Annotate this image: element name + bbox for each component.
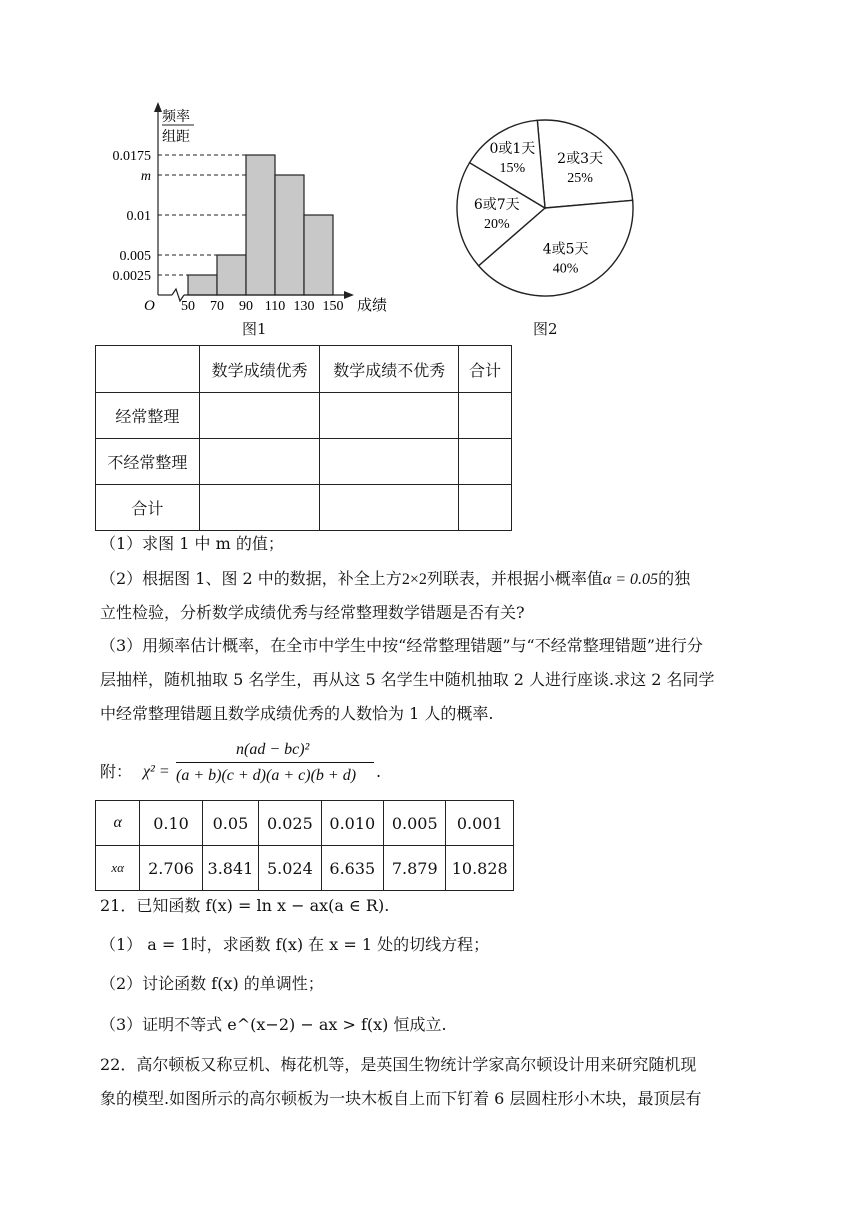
table-cell (459, 439, 512, 485)
fraction-bar (176, 762, 374, 763)
question-1: （1）求图 1 中 m 的值； (100, 534, 284, 553)
problem-21-part-2: （2）讨论函数 f(x) 的单调性； (100, 974, 324, 993)
x-alpha-cell: 2.706 (140, 846, 202, 891)
pie-slice-percent: 25% (567, 171, 593, 187)
table-cell (199, 439, 320, 485)
table-cell (320, 439, 459, 485)
problem-21-part-1: （1） a = 1时，求函数 f(x) 在 x = 1 处的切线方程； (100, 935, 490, 954)
x-alpha-cell: 7.879 (384, 846, 446, 891)
alpha-cell: 0.10 (140, 801, 202, 846)
origin-label: O (144, 298, 155, 314)
y-axis-label-top: 频率 (162, 109, 190, 125)
figure2-caption: 图2 (533, 320, 558, 338)
q2-dim: 2×2 (401, 571, 427, 588)
alpha-cell: 0.025 (259, 801, 321, 846)
x-tick-label: 70 (210, 299, 224, 314)
table-cell (459, 393, 512, 439)
formula-lhs: χ² = (143, 763, 170, 780)
alpha-cell: 0.001 (446, 801, 514, 846)
pie-chart (0, 0, 860, 345)
alpha-label: α (96, 801, 140, 846)
y-tick-label: 0.0175 (112, 149, 151, 164)
question-3-line-2: 层抽样，随机抽取 5 名学生，再从这 5 名学生中随机抽取 2 人进行座谈.求这 2 名同学 (100, 670, 715, 689)
x-alpha-cell: 5.024 (259, 846, 321, 891)
table-row-label: 经常整理 (96, 393, 200, 439)
x-axis-label: 成绩 (357, 296, 388, 314)
y-tick-label: m (140, 169, 151, 184)
y-tick-label: 0.0025 (112, 269, 151, 284)
q2-text: 的独 (658, 569, 691, 588)
question-3-line-1: （3）用频率估计概率，在全市中学生中按“经常整理错题”与“不经常整理错题”进行分 (100, 636, 703, 655)
x-tick-label: 110 (264, 299, 286, 314)
pie-slice-percent: 40% (552, 261, 579, 277)
question-2-line-2: 立性检验，分析数学成绩优秀与经常整理数学错题是否有关? (100, 603, 525, 622)
x-tick-label: 50 (181, 299, 195, 314)
y-axis-label-bottom: 组距 (162, 129, 190, 145)
q2-text: （2）根据图 1、图 2 中的数据，补全上方 (100, 569, 402, 588)
table-row-label: 合计 (96, 485, 200, 531)
alpha-cell: 0.005 (384, 801, 446, 846)
critical-value-table (95, 800, 514, 891)
x-tick-label: 90 (239, 299, 253, 314)
x-alpha-label: xα (96, 846, 140, 891)
table-header-cell (96, 346, 200, 393)
q2-alpha: α = 0.05 (602, 571, 659, 588)
formula-denominator: (a + b)(c + d)(a + c)(b + d) (176, 767, 357, 784)
alpha-cell: 0.05 (202, 801, 258, 846)
table-cell (199, 485, 320, 531)
problem-21-part-3: （3）证明不等式 e^(x−2) − ax > f(x) 恒成立. (100, 1015, 447, 1034)
x-tick-label: 150 (322, 299, 344, 314)
alpha-cell: 0.010 (321, 801, 383, 846)
pie-slice-label: 0或1天 (489, 140, 536, 157)
pie-slice-percent: 15% (499, 160, 526, 176)
table-cell (459, 485, 512, 531)
problem-22-line-2: 象的模型.如图所示的高尔顿板为一块木板自上而下钉着 6 层圆柱形小木块，最顶层有 (100, 1089, 702, 1108)
pie-slice-label: 4或5天 (542, 241, 589, 258)
table-cell (199, 393, 320, 439)
question-3-line-3: 中经常整理错题且数学成绩优秀的人数恰为 1 人的概率. (100, 704, 494, 723)
problem-22-line-1: 22．高尔顿板又称豆机、梅花机等，是英国生物统计学家高尔顿设计用来研究随机现 (100, 1055, 697, 1074)
y-tick-label: 0.01 (126, 209, 151, 224)
figure1-caption: 图1 (242, 320, 267, 338)
problem-21-title: 21．已知函数 f(x) = ln x − ax(a ∈ R). (100, 896, 390, 915)
table-header-cell: 数学成绩优秀 (199, 346, 320, 393)
table-header-cell: 数学成绩不优秀 (320, 346, 459, 393)
x-alpha-cell: 3.841 (202, 846, 258, 891)
x-tick-label: 130 (293, 299, 315, 314)
pie-slice-label: 6或7天 (473, 197, 520, 214)
pie-slice-label: 2或3天 (557, 151, 603, 168)
formula-suffix: . (376, 762, 382, 781)
question-2-line-1 (100, 567, 690, 592)
formula-prefix: 附： (100, 762, 133, 781)
x-alpha-cell: 6.635 (321, 846, 383, 891)
table-cell (320, 393, 459, 439)
contingency-table (95, 345, 512, 531)
table-row-label: 不经常整理 (96, 439, 200, 485)
formula-numerator: n(ad − bc)² (236, 741, 310, 758)
table-header-cell: 合计 (459, 346, 512, 393)
x-alpha-cell: 10.828 (446, 846, 514, 891)
pie-slice-percent: 20% (483, 217, 510, 233)
y-tick-label: 0.005 (119, 249, 151, 264)
q2-text: 列联表，并根据小概率值 (426, 569, 603, 588)
table-cell (320, 485, 459, 531)
